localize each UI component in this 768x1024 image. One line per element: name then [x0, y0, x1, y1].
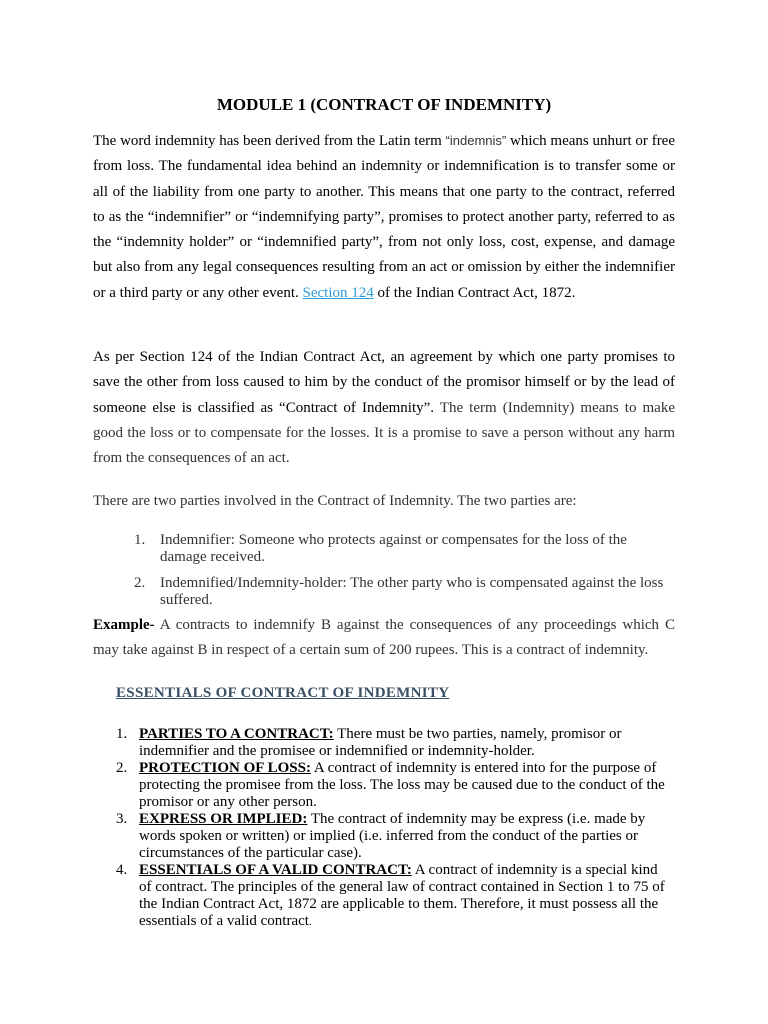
parties-list	[134, 532, 664, 618]
list-item	[116, 760, 666, 811]
example-text: A contracts to indemnify B against the consequences of any proceedings which C may take against B in respect of a certain sum of 200 rupees. This is a contract of indemnity.	[93, 617, 675, 659]
list-number: 2.	[134, 575, 146, 591]
latin-term: “indemnis”	[445, 133, 507, 148]
section-124-link[interactable]: Section 124	[302, 284, 374, 301]
para1-text-middle: which means unhurt or free from loss. The fundamental idea behind an indemnity or indemnification is to transfer some or all of the liability from one party to another. This means that one party to the contract, referred to as the “indemnifier” or “indemnifying party”, promises to protect another party, referred to as the “indemnity holder” or “indemnified party”, from not only loss, cost, expense, and damage but also from any legal consequences resulting from an act or omission by either the indemnifier or a third party or any other event.	[93, 133, 675, 301]
para1-text-start: The word indemnity has been derived from the Latin term	[93, 133, 446, 149]
paragraph-etymology	[93, 128, 675, 306]
para1-text-end: of the Indian Contract Act, 1872.	[373, 284, 576, 301]
essential-text-end: .	[308, 916, 312, 928]
essential-heading: ESSENTIALS OF A VALID CONTRACT:	[139, 862, 412, 878]
list-item-text: Indemnified/Indemnity-holder: The other party who is compensated against the loss suffered.	[160, 575, 664, 608]
para2-text-black: As per Section 124 of the Indian Contract Act, an agreement by which one party promises to save the other from loss caused to him by the conduct of the promisor himself or by the lead of someone else is classified as “Contract of Indemnity”.	[93, 349, 675, 416]
essential-heading: PARTIES TO A CONTRACT:	[139, 726, 334, 742]
essential-text: There must be two parties, namely, promisor or indemnifier and the promisee or indemnified or indemnity-holder.	[139, 726, 622, 759]
list-number: 2.	[116, 760, 128, 776]
essentials-heading: ESSENTIALS OF CONTRACT OF INDEMNITY	[116, 685, 450, 701]
essential-text: The contract of indemnity may be express (i.e. made by words spoken or written) or implied (i.e. inferred from the conduct of the parties or circumstances of the particular case).	[139, 811, 646, 861]
list-number: 1.	[134, 532, 146, 548]
essentials-list	[116, 726, 666, 931]
paragraph-parties-intro: There are two parties involved in the Contract of Indemnity. The two parties are:	[93, 493, 577, 509]
example-paragraph	[93, 613, 675, 664]
list-item	[116, 726, 666, 760]
paragraph-section-124	[93, 345, 675, 471]
list-number: 4.	[116, 862, 128, 878]
essential-text: A contract of indemnity is a special kind of contract. The principles of the general law of contract contained in Section 1 to 75 of the Indian Contract Act, 1872 are applicable to them. Therefore, it must possess all the essentials of a valid contract	[139, 862, 665, 929]
essential-heading: EXPRESS OR IMPLIED:	[139, 811, 308, 827]
essential-text: A contract of indemnity is entered into for the purpose of protecting the promisee from the loss. The loss may be caused due to the conduct of the promisor or any other person.	[139, 760, 665, 810]
list-number: 1.	[116, 726, 128, 742]
list-item	[116, 811, 666, 862]
para2-text-gray: The term (Indemnity) means to make good the loss or to compensate for the losses. It is a promise to save a person without any harm from the consequences of an act.	[93, 399, 676, 467]
list-item	[134, 532, 664, 566]
list-item-text: Indemnifier: Someone who protects against or compensates for the loss of the damage received.	[160, 532, 627, 565]
list-item	[116, 862, 666, 931]
list-number: 3.	[116, 811, 128, 827]
example-label: Example-	[93, 617, 155, 633]
essential-heading: PROTECTION OF LOSS:	[139, 760, 311, 776]
list-item	[134, 575, 664, 609]
page-title: MODULE 1 (CONTRACT OF INDEMNITY)	[216, 95, 552, 114]
